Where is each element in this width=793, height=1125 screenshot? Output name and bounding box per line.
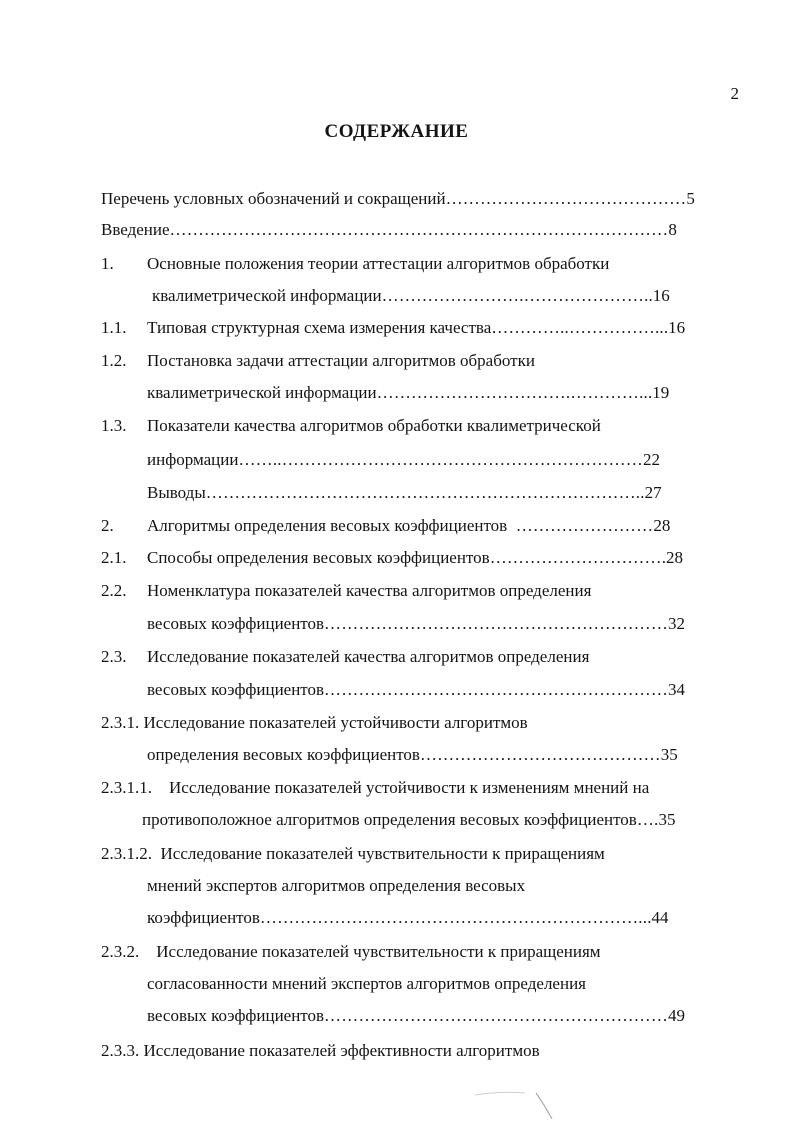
toc-entry-text: информации — [147, 450, 239, 469]
toc-page-number: 35 — [658, 810, 676, 829]
toc-entry-2-2-cont[interactable] — [147, 612, 685, 636]
toc-entry-text: Введение — [101, 220, 170, 239]
toc-entry-text: противоположное алгоритмов определения весовых коэффициентов — [142, 810, 637, 829]
toc-section-number: 2.1. — [101, 548, 127, 567]
toc-entry-text: Исследование показателей чувствительности к приращениям — [156, 942, 601, 961]
toc-entry-text-group — [147, 316, 685, 340]
toc-entry-2-3-1-cont[interactable] — [147, 743, 678, 767]
toc-section-number: 1. — [101, 254, 114, 273]
toc-entry-2-3-1-2[interactable] — [101, 842, 605, 866]
page-title: СОДЕРЖАНИЕ — [324, 121, 469, 142]
toc-entry-2-3-1-2-cont2[interactable] — [147, 906, 668, 930]
toc-entry-text: Выводы — [147, 483, 206, 502]
toc-page-number: .28 — [661, 548, 683, 567]
toc-page-number: 8 — [668, 220, 677, 239]
toc-page-number: 32 — [668, 614, 686, 633]
toc-entry-text: Способы определения весовых коэффициентов — [147, 548, 490, 567]
toc-leader-dots: …………………………….………….. — [376, 383, 648, 402]
toc-entry-2-3-1-1[interactable] — [101, 776, 649, 800]
toc-entry-text: Номенклатура показателей качества алгоритмов определения — [147, 581, 592, 600]
toc-leader-dots: …. — [636, 810, 659, 829]
toc-section-number: 1.2. — [101, 351, 127, 370]
toc-entry-text-group — [147, 546, 683, 570]
toc-page-number: .19 — [647, 383, 670, 402]
toc-entry-2-3-2-cont[interactable] — [147, 972, 586, 996]
toc-entry-text: Типовая структурная схема измерения качества — [147, 318, 492, 337]
toc-entry-text: Перечень условных обозначений и сокращений — [101, 189, 446, 208]
toc-leader-dots: …………………………………………………… — [324, 1006, 669, 1025]
toc-entry-text: весовых коэффициентов — [147, 680, 325, 699]
toc-entry-2-3-1-1-cont[interactable] — [142, 808, 675, 832]
toc-entry-2-3-3[interactable] — [101, 1039, 540, 1063]
toc-entry-text: квалиметрической информации — [147, 383, 377, 402]
toc-section-number: 2.3.1.2. — [101, 844, 152, 863]
toc-entry-text: мнений экспертов алгоритмов определения весовых — [147, 876, 526, 895]
toc-leader-dots: …………………………………… — [419, 745, 661, 764]
toc-section-number: 2.3.1.1. — [101, 778, 152, 797]
toc-entry-abbreviations[interactable] — [101, 187, 695, 211]
toc-entry-text: Исследование показателей устойчивости к изменениям мнений на — [169, 778, 650, 797]
toc-entry-text: определения весовых коэффициентов — [147, 745, 420, 764]
toc-entry-2-3-1-2-cont[interactable] — [147, 874, 525, 898]
toc-page-number: 49 — [668, 1006, 686, 1025]
scan-artifact-mark — [470, 1085, 560, 1125]
toc-entry-text: коэффициентов — [147, 908, 260, 927]
toc-leader-dots: ……..……………………………………………………… — [238, 450, 643, 469]
toc-entry-2-3-2[interactable] — [101, 940, 601, 964]
toc-page-number: 34 — [668, 680, 686, 699]
toc-leader-dots: …………………………………………………… — [324, 614, 669, 633]
toc-entry-text: Исследование показателей чувствительности к приращениям — [160, 844, 605, 863]
toc-leader-dots: …………………….…………………. — [381, 286, 649, 305]
toc-entry-1-3-cont[interactable] — [147, 448, 660, 472]
toc-leader-dots: …………………………………………………………………………… — [169, 220, 669, 239]
toc-section-number: 2.3.3. — [101, 1041, 140, 1060]
toc-section-number: 2.3. — [101, 647, 127, 666]
toc-page-number: .16 — [663, 318, 686, 337]
toc-entry-text: весовых коэффициентов — [147, 1006, 325, 1025]
toc-entry-conclusions[interactable] — [147, 481, 662, 505]
toc-section-number: 1.1. — [101, 318, 127, 337]
toc-leader-dots: ………………………………………………………….. — [259, 908, 648, 927]
toc-entry-text: Исследование показателей эффективности алгоритмов — [143, 1041, 540, 1060]
toc-entry-2-3-1[interactable] — [101, 711, 528, 735]
toc-entry-chapter-1-cont[interactable] — [152, 284, 670, 308]
toc-section-number: 2. — [101, 516, 114, 535]
toc-leader-dots: ………………………………………………………………….. — [205, 483, 645, 502]
toc-entry-text: квалиметрической информации — [152, 286, 382, 305]
toc-entry-text-group — [147, 514, 670, 538]
toc-entry-2-3-cont[interactable] — [147, 678, 685, 702]
toc-page-number: 22 — [642, 450, 660, 469]
toc-entry-2-3-2-cont2[interactable] — [147, 1004, 685, 1028]
toc-entry-text: Исследование показателей качества алгоритмов определения — [147, 647, 590, 666]
toc-entry-introduction[interactable] — [101, 218, 677, 242]
toc-entry-1-2-cont[interactable] — [147, 381, 669, 405]
toc-section-number: 2.2. — [101, 581, 127, 600]
toc-page-number: 35 — [660, 745, 678, 764]
toc-entry-text: Основные положения теории аттестации алгоритмов обработки — [147, 254, 610, 273]
toc-entry-text: Постановка задачи аттестации алгоритмов обработки — [147, 351, 535, 370]
page-number: 2 — [730, 84, 739, 103]
toc-leader-dots: …………………………………………………… — [324, 680, 669, 699]
toc-leader-dots: …………………… — [515, 516, 654, 535]
toc-page-number: .44 — [647, 908, 669, 927]
toc-page-number: 28 — [653, 516, 671, 535]
toc-entry-text: Исследование показателей устойчивости алгоритмов — [143, 713, 528, 732]
toc-section-number: 1.3. — [101, 416, 127, 435]
toc-entry-text: весовых коэффициентов — [147, 614, 325, 633]
toc-entry-text: согласованности мнений экспертов алгоритмов определения — [147, 974, 586, 993]
toc-leader-dots: ………………………… — [489, 548, 662, 567]
toc-entry-text: Показатели качества алгоритмов обработки квалиметрической — [147, 416, 601, 435]
toc-section-number: 2.3.2. — [101, 942, 140, 961]
toc-page-number: .16 — [648, 286, 670, 305]
toc-leader-dots: …………………………………… — [445, 189, 687, 208]
toc-page-number: 27 — [644, 483, 662, 502]
toc-leader-dots: …………..…………….. — [491, 318, 664, 337]
toc-entry-text: Алгоритмы определения весовых коэффициентов — [147, 516, 508, 535]
toc-section-number: 2.3.1. — [101, 713, 140, 732]
toc-page-number: 5 — [686, 189, 695, 208]
